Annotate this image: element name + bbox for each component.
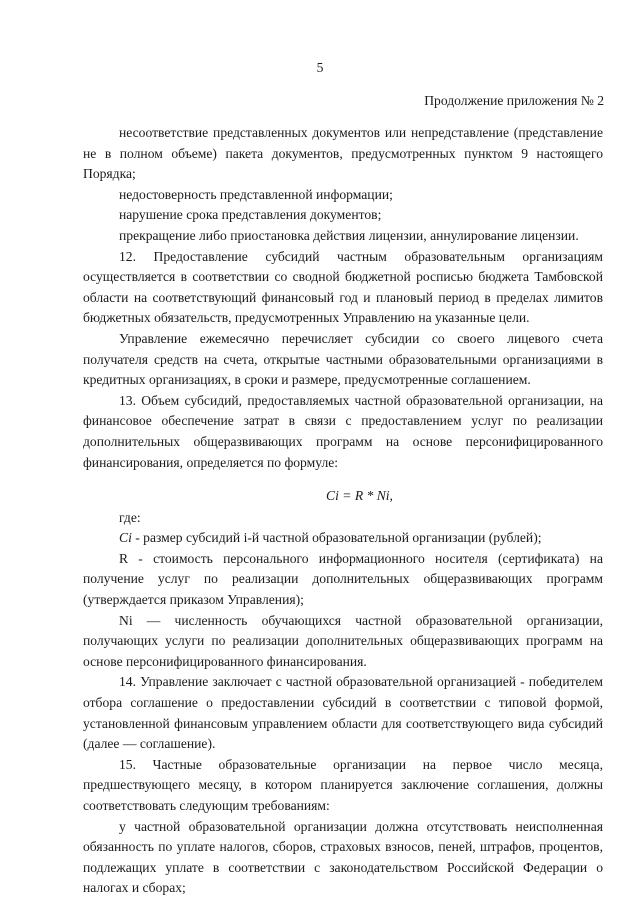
page-number: 5	[316, 60, 324, 75]
paragraph-unreliable-info: недостоверность представленной информации;	[119, 186, 393, 202]
definition-ni: Ni — численность обучающихся частной образовательной организации, получающих услуги по реализации дополнительных общеразвивающих программ на основе персонифицированного финансирования.	[83, 612, 603, 669]
definition-r: R - стоимость персонального информационного носителя (сертификата) на получение услуг по реализации дополнительных общеразвивающих программ (утверждается приказом Управления);	[83, 550, 603, 608]
definition-ci	[83, 528, 603, 549]
ci-symbol: Ci	[119, 530, 132, 546]
where-label: где:	[119, 509, 141, 525]
paragraph-license-termination: прекращение либо приостановка действия лицензии, аннулирование лицензии.	[119, 227, 579, 243]
subsidy-formula: Ci = R * Ni,	[326, 488, 393, 504]
paragraph-nonconformity: несоответствие представленных документов или непредставление (представление не в полном объеме) пакета документов, предусмотренных пунктом 9 настоящего Порядка;	[83, 125, 603, 182]
ci-definition-text: - размер субсидий i-й частной образовательной организации (рублей);	[131, 530, 542, 546]
document-body	[83, 123, 603, 899]
appendix-header: Продолжение приложения № 2	[424, 93, 604, 108]
paragraph-14: 14. Управление заключает с частной образовательной организацией - победителем отбора соглашение о предоставлении субсидий в соответствии с типовой формой, установленной финансовым управлением области для соответствующего вида субсидий (далее — соглашение).	[83, 674, 603, 752]
paragraph-deadline-violation: нарушение срока представления документов;	[119, 207, 382, 223]
paragraph-12: 12. Предоставление субсидий частным образовательным организациям осуществляется в соответствии со сводной бюджетной росписью бюджета Тамбовской области на соответствующий финансовый год и плановый период в пределах лимитов бюджетных обязательств, предусмотренных Управлению на указанные цели.	[83, 248, 603, 326]
paragraph-15: 15. Частные образовательные организации на первое число месяца, предшествующего месяцу, в котором планируется заключение соглашения, должны соответствовать следующим требованиям:	[83, 756, 603, 813]
paragraph-monthly-transfer: Управление ежемесячно перечисляет субсидии со своего лицевого счета получателя средств на счета, открытые частными образовательными организациями в кредитных организациях, в сроки и размере, предусмотренные соглашением.	[83, 330, 603, 388]
paragraph-13: 13. Объем субсидий, предоставляемых частной образовательной организации, на финансовое обеспечение затрат в связи с предоставлением услуг по реализации дополнительных общеразвивающих программ на основе персонифицированного финансирования, определяется по формуле:	[83, 392, 603, 470]
paragraph-tax-requirement: у частной образовательной организации должна отсутствовать неисполненная обязанность по уплате налогов, сборов, страховых взносов, пеней, штрафов, процентов, подлежащих уплате в соответствии с законодательством Российской Федерации о налогах и сборах;	[83, 818, 603, 896]
